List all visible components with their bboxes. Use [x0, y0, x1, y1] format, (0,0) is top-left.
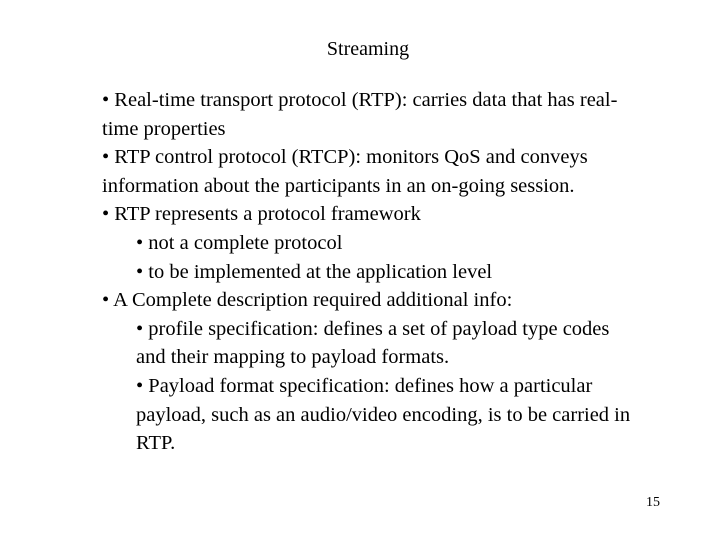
sub-bullet-not-complete: • not a complete protocol: [136, 231, 343, 254]
slide-title: Streaming: [326, 38, 410, 60]
bullet-item-rtp: • Real-time transport protocol (RTP): carries data that has real-time properties: [102, 89, 618, 140]
sub-bullet-profile-specification: • profile specification: defines a set of payload type codes and their mapping to payload formats.: [136, 317, 610, 369]
page-number: 15: [646, 495, 660, 510]
bullet-item-rtcp: • RTP control protocol (RTCP): monitors QoS and conveys information about the participants in an on-going session.: [102, 146, 588, 197]
bullet-item-framework: • RTP represents a protocol framework: [102, 203, 421, 226]
sub-bullet-payload-format: • Payload format specification: defines how a particular payload, such as an audio/video encoding, is to be carried in RTP.: [136, 374, 631, 455]
sub-bullet-application-level: • to be implemented at the application level: [136, 260, 493, 283]
bullet-list: [102, 86, 642, 458]
bullet-item-complete-description: • A Complete description required additional info:: [102, 289, 513, 312]
